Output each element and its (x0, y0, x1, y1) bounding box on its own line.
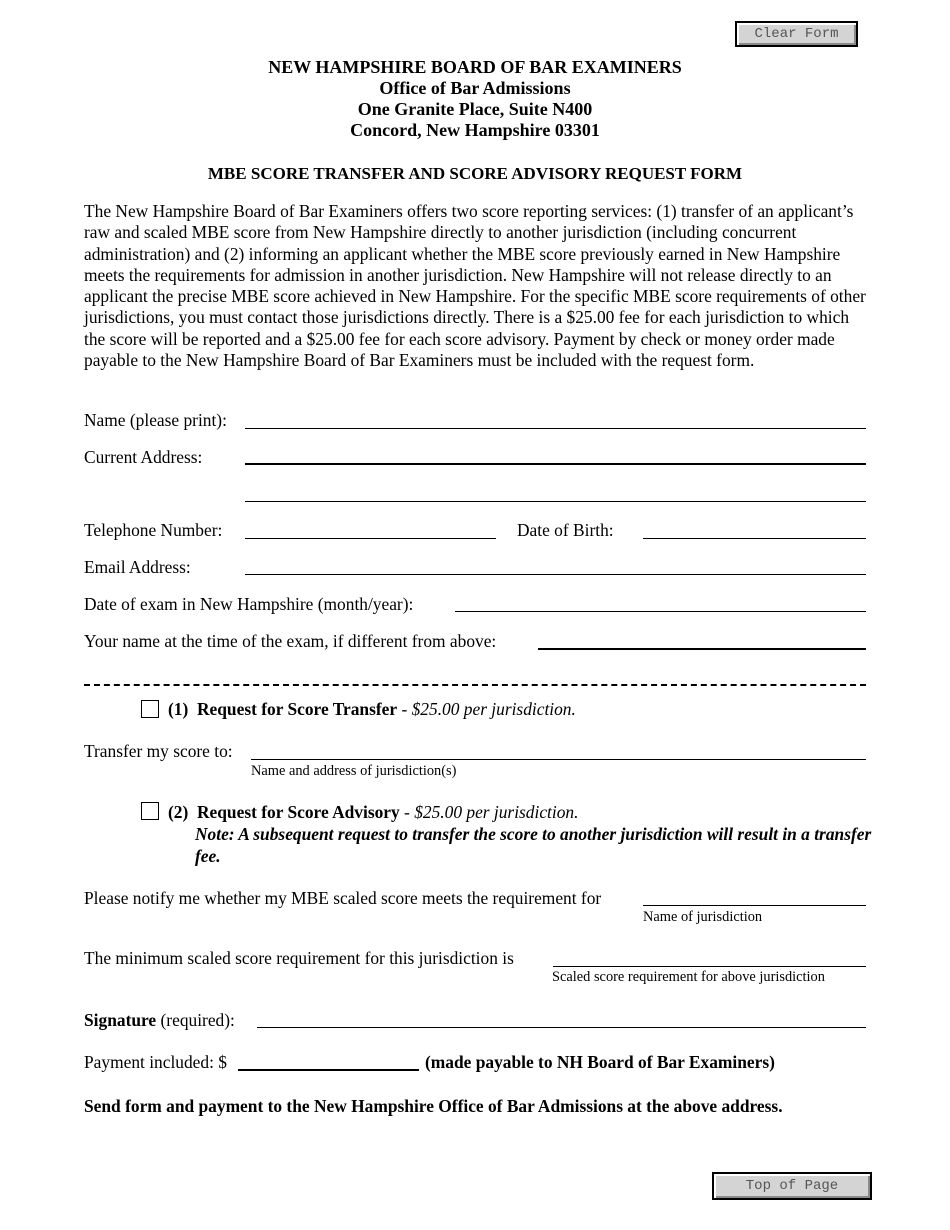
signature-label-suffix: (required): (160, 1010, 235, 1030)
telephone-input[interactable] (245, 516, 496, 538)
transfer-underline (251, 759, 866, 760)
name-underline (245, 428, 866, 429)
payment-amount-input[interactable] (238, 1048, 419, 1070)
transfer-label: Transfer my score to: (84, 741, 233, 761)
header-city: Concord, New Hampshire 03301 (350, 120, 600, 140)
min-score-hint: Scaled score requirement for above jurisdiction (552, 969, 825, 985)
section1-fee: $25.00 per jurisdiction. (411, 699, 576, 719)
section2-number: (2) (168, 802, 189, 822)
notify-label: Please notify me whether my MBE scaled score meets the requirement for (84, 888, 602, 908)
signature-label-bold: Signature (84, 1010, 157, 1030)
min-score-label: The minimum scaled score requirement for this jurisdiction is (84, 948, 514, 968)
top-of-page-button[interactable]: Top of Page (712, 1172, 872, 1200)
name-input[interactable] (245, 406, 866, 428)
section2-title: Request for Score Advisory (196, 802, 400, 822)
header-street: One Granite Place, Suite N400 (357, 99, 593, 119)
advisory-jurisdiction-input[interactable] (643, 883, 866, 905)
signature-label (84, 1010, 235, 1031)
name-label: Name (please print): (84, 410, 227, 430)
address-line1-underline (245, 463, 866, 465)
exam-date-underline (455, 611, 866, 612)
address-label: Current Address: (84, 447, 203, 467)
address-line2-underline (245, 501, 866, 502)
email-underline (245, 574, 866, 575)
clear-form-button[interactable]: Clear Form (735, 21, 858, 47)
payment-note: (made payable to NH Board of Bar Examiners) (425, 1052, 775, 1072)
min-score-underline (553, 966, 866, 967)
advisory-note: Note: A subsequent request to transfer the score to another jurisdiction will result in a transfer fee. (195, 824, 872, 866)
dob-label: Date of Birth: (517, 520, 614, 540)
transfer-jurisdiction-input[interactable] (251, 737, 866, 759)
header-board-name: NEW HAMPSHIRE BOARD OF BAR EXAMINERS (268, 57, 682, 77)
min-score-input[interactable] (553, 944, 866, 966)
score-transfer-checkbox[interactable] (141, 700, 159, 718)
former-name-underline (538, 648, 866, 650)
address-line1-input[interactable] (245, 442, 866, 464)
section-divider (84, 684, 866, 686)
payment-underline (238, 1069, 419, 1071)
email-input[interactable] (245, 552, 866, 574)
address-line2-input[interactable] (245, 479, 866, 501)
dob-underline (643, 538, 866, 539)
advisory-jurisdiction-underline (643, 905, 866, 906)
signature-input[interactable] (257, 1005, 866, 1027)
telephone-label: Telephone Number: (84, 520, 223, 540)
exam-date-input[interactable] (455, 589, 866, 611)
letterhead (0, 57, 950, 141)
section1-title: Request for Score Transfer (196, 699, 398, 719)
telephone-underline (245, 538, 496, 539)
send-instruction: Send form and payment to the New Hampshire Office of Bar Admissions at the above address. (84, 1096, 783, 1116)
dob-input[interactable] (643, 516, 866, 538)
score-advisory-checkbox[interactable] (141, 802, 159, 820)
header-office: Office of Bar Admissions (379, 78, 571, 98)
email-label: Email Address: (84, 557, 191, 577)
signature-underline (257, 1027, 866, 1028)
transfer-hint: Name and address of jurisdiction(s) (251, 763, 457, 779)
intro-paragraph: The New Hampshire Board of Bar Examiners offers two score reporting services: (1) transfer of an applicant’s raw and scaled MBE score from New Hampshire directly to another jurisdiction (including concurrent administration) and (2) informing an applicant whether the MBE score previously earned in New Hampshire meets the requirements for admission in another jurisdiction. New Hampshire will not release directly to an applicant the precise MBE score achieved in New Hampshire. For the specific MBE score requirements of other jurisdictions, you must contact those jurisdictions directly. There is a $25.00 fee for each jurisdiction to which the score will be reported and a $25.00 fee for each score advisory. Payment by check or money order made payable to the New Hampshire Board of Bar Examiners must be included with the request form. (84, 201, 866, 371)
score-advisory-heading: (2) Request for Score Advisory - $25.00 per jurisdiction. (168, 802, 579, 822)
former-name-input[interactable] (538, 627, 866, 649)
form-title: MBE SCORE TRANSFER AND SCORE ADVISORY REQUEST FORM (207, 164, 743, 183)
exam-date-label: Date of exam in New Hampshire (month/year): (84, 594, 414, 614)
score-transfer-heading: (1) Request for Score Transfer - $25.00 per jurisdiction. (168, 699, 576, 719)
former-name-label: Your name at the time of the exam, if different from above: (84, 631, 497, 651)
notify-hint: Name of jurisdiction (643, 909, 763, 925)
payment-label: Payment included: $ (84, 1052, 227, 1072)
section1-number: (1) (168, 699, 189, 719)
section2-fee: $25.00 per jurisdiction. (414, 802, 579, 822)
